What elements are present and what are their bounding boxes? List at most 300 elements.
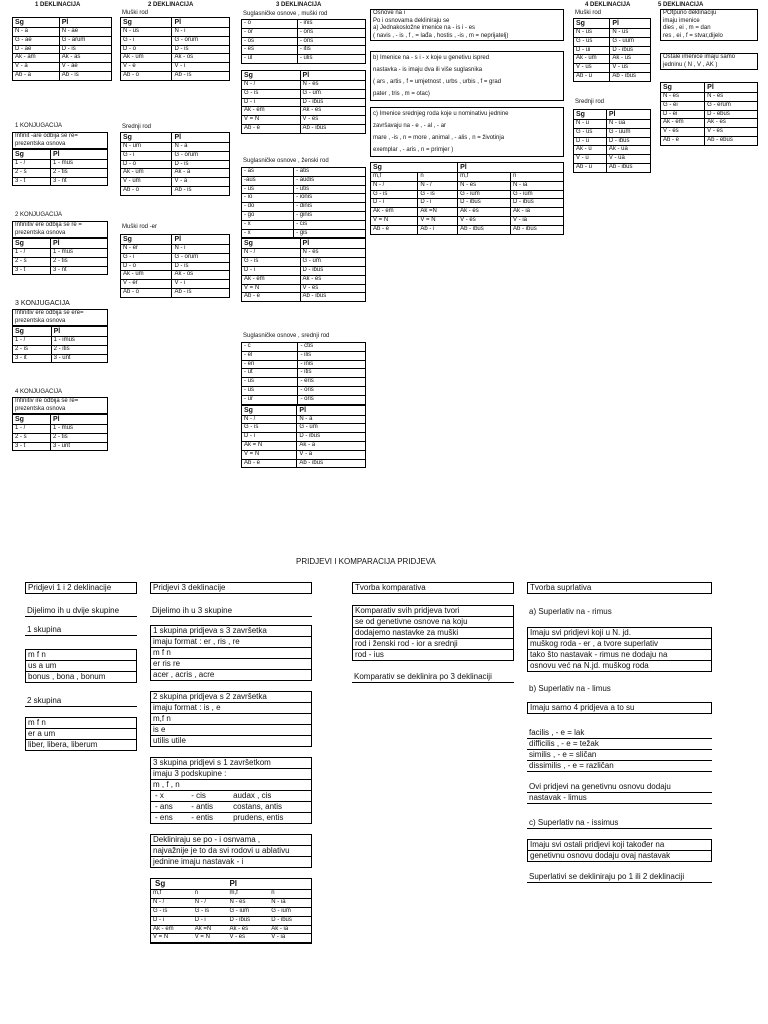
d4-n-rows <box>574 120 651 173</box>
note-line: res , ei , f = stvar,dijelo <box>663 32 723 39</box>
table-cell: N - / <box>242 81 301 90</box>
table-cell: G - us <box>574 37 610 46</box>
table-row <box>121 28 230 37</box>
rimus-box <box>527 627 712 672</box>
d3-f-rows <box>242 249 366 302</box>
subtitle: a) Superlativ na - rimus <box>529 607 612 616</box>
table-cell: N - es <box>661 93 705 102</box>
d4-title: 4 DEKLINACIJA <box>585 2 631 8</box>
table-cell: Ak - em <box>242 275 301 284</box>
table-cell: 1 - / <box>13 425 51 434</box>
table-row <box>242 395 366 404</box>
note-line: c) Imenice srednjeg roda koje u nominativu jednine <box>373 111 509 117</box>
table-cell: Ak - em <box>151 925 193 934</box>
head-sg: Sg <box>13 18 60 28</box>
table-row <box>242 343 366 352</box>
k1-desc <box>12 132 108 149</box>
table-row <box>121 151 230 160</box>
table-cell: D - ibus <box>269 916 311 925</box>
sub-head: m,f <box>151 890 193 899</box>
table-row <box>661 93 758 102</box>
table-cell: Ak - os <box>172 271 230 280</box>
table-row <box>661 137 758 146</box>
table-cell: V - es <box>705 128 758 137</box>
table-row <box>661 128 758 137</box>
head-pl: Pl <box>51 327 107 337</box>
table-cell: V = N <box>418 217 458 226</box>
table-row <box>242 275 366 284</box>
table-cell: Ak - u <box>574 146 607 155</box>
head-sg: Sg <box>242 239 301 249</box>
table-cell: - atis <box>294 168 366 177</box>
table-cell: Ab - e <box>371 225 418 234</box>
table-cell: Ak - es <box>300 275 365 284</box>
table-row <box>574 155 651 164</box>
group-1 <box>150 625 312 681</box>
intro-text: Dijelimo ih u dvije skupine <box>25 606 137 617</box>
table-cell: Ak - um <box>121 271 172 280</box>
comparative-note: Komparativ se deklinira po 3 deklinaciji <box>352 672 514 683</box>
note-line: rod i ženski rod - ior a srednji <box>353 639 513 650</box>
table-row <box>242 424 366 433</box>
table-row <box>242 249 366 258</box>
table-row <box>121 143 230 152</box>
desc-line: Infinitiv ire odbija se re= <box>15 398 79 404</box>
table-cell: N - um <box>121 143 172 152</box>
table-cell: N - es <box>227 899 269 908</box>
table-cell: G - i <box>121 253 172 262</box>
table-cell: G - orum <box>172 36 230 45</box>
table-cell: Ab - ibus <box>300 293 365 302</box>
table-cell: D - i <box>193 916 228 925</box>
col-adj-12 <box>25 582 137 751</box>
note-line: exemplar , - aris , n = primjer ) <box>373 147 454 153</box>
k3-rows <box>13 337 108 363</box>
table-cell: Ak - es <box>300 107 365 116</box>
d3-title: 3 DEKLINACIJA <box>276 2 322 8</box>
table-cell: N - / <box>242 415 297 424</box>
table-row <box>121 169 230 178</box>
table-cell: G - um <box>300 258 365 267</box>
note-line: imaju imenice <box>663 17 700 24</box>
d2-n-table <box>120 132 230 196</box>
note-line: jednine imaju nastavak - i <box>153 857 244 866</box>
table-cell: - as <box>242 168 294 177</box>
col-title: Tvorba suprlativa <box>527 582 712 594</box>
group-line: m f n <box>151 648 311 659</box>
table-cell: 3 - t <box>13 442 51 451</box>
group-line: is e <box>151 725 311 736</box>
table-row <box>13 433 108 442</box>
table-row <box>121 54 230 63</box>
note-line: Dekliniraju se po - i osnvama , <box>151 835 311 846</box>
table-cell: - en <box>242 360 298 369</box>
head-pl: Pl <box>705 83 758 93</box>
table-cell: N - i <box>172 28 230 37</box>
head-sg: Sg <box>574 110 607 120</box>
table-row <box>242 267 366 276</box>
table-cell: -aus <box>242 176 294 185</box>
table-cell: G - is <box>242 424 297 433</box>
table-cell: 3 - t <box>13 177 51 186</box>
table-cell: V - es <box>458 217 511 226</box>
d3-f-pairs <box>241 167 366 238</box>
table-cell: 2 - s <box>13 433 51 442</box>
head-pl: Pl <box>458 163 564 173</box>
table-cell: V - i <box>172 280 230 289</box>
table-cell: N - / <box>418 181 458 190</box>
col-title: Pridjevi 3 deklinacije <box>150 582 312 594</box>
table-row <box>121 63 230 72</box>
table-cell: D - ibus <box>227 916 269 925</box>
table-cell: - antis <box>187 802 229 813</box>
table-row <box>242 284 366 293</box>
d3-m-rows <box>242 81 366 134</box>
table-row <box>371 181 564 190</box>
table-row <box>661 110 758 119</box>
table-cell: G - uum <box>606 128 650 137</box>
table-cell: 3 - nt <box>50 266 107 275</box>
table-cell: D - u <box>574 137 607 146</box>
table-cell: D - i <box>151 916 193 925</box>
table-row <box>242 46 366 55</box>
table-cell: 1 - / <box>13 249 51 258</box>
table-cell: V - us <box>574 64 610 73</box>
table-cell: D - i <box>418 199 458 208</box>
table-row <box>13 177 108 186</box>
desc-line: prezentska osnova <box>15 140 66 147</box>
d5-title: 5 DEKLINACIJA <box>658 2 704 8</box>
table-cell: Ab - u <box>574 73 610 82</box>
table-cell: 1 - / <box>13 337 52 346</box>
table-cell: - ionis <box>294 194 366 203</box>
table-cell: N - ia <box>511 181 564 190</box>
table-cell: G - i <box>121 36 172 45</box>
table-cell: 2 - itis <box>51 345 107 354</box>
table-cell: Ak - as <box>59 54 111 63</box>
table-cell: G - ium <box>227 907 269 916</box>
table-cell: G - arum <box>59 36 111 45</box>
table-cell: Ab - ibus <box>606 164 650 173</box>
k4-title: 4 KONJUGACIJA <box>15 389 63 395</box>
table-cell: Ak - es <box>227 925 269 934</box>
table-row <box>242 415 366 424</box>
table-cell: G - is <box>151 907 193 916</box>
table-cell: 2 - s <box>13 257 51 266</box>
table-cell: Ak - um <box>121 54 172 63</box>
col-comparative <box>352 582 514 683</box>
table-cell: N - ia <box>269 899 311 908</box>
d3-n-rows <box>242 415 366 468</box>
table-row <box>574 46 651 55</box>
table-row: m f n <box>26 718 136 729</box>
table-cell: V - a <box>13 63 60 72</box>
part2-title: PRIDJEVI I KOMPARACIJA PRIDJEVA <box>296 557 436 566</box>
table-row <box>242 185 366 194</box>
table-cell: Ak - em <box>661 119 705 128</box>
table-cell: D - is <box>172 262 230 271</box>
table-cell: N - a <box>297 415 366 424</box>
table-cell: Ab - o <box>121 289 172 298</box>
note-line: ( ars , artis , f = umjetnost , urbs , urbis , f = grad <box>373 79 502 85</box>
table-cell: Ak =N <box>193 925 228 934</box>
table-cell: G - um <box>300 89 365 98</box>
d3-n-label: Suglasničke osnove , srednji rod <box>243 333 330 339</box>
table-cell: - entis <box>191 813 214 822</box>
note-line: Po i osnovama dekliniraju se <box>373 17 450 24</box>
group-title: 2 skupina <box>25 696 137 707</box>
table-cell: - eris <box>298 378 366 387</box>
note-line: dodajemo nastavke za muški <box>353 628 513 639</box>
d3-f-label: Suglasničke osnove , ženski rod <box>243 158 329 164</box>
table-cell: V - es <box>300 116 365 125</box>
issimus-box <box>527 839 712 862</box>
table-cell: V - e <box>121 63 172 72</box>
table-row <box>242 116 366 125</box>
table-cell: - cis <box>187 791 229 802</box>
table-cell: Ak - am <box>13 54 60 63</box>
table-cell: 1 - mus <box>50 160 107 169</box>
desc-line: Infinitiv ere odbija se ere= <box>15 310 84 316</box>
table-row <box>242 194 366 203</box>
desc-line: Infinit -are odbija se re= <box>15 133 78 139</box>
table-cell: Ab - ibus <box>297 459 366 468</box>
table-cell: - go <box>242 211 294 220</box>
table-row <box>242 20 366 29</box>
table-cell: V = N <box>242 450 297 459</box>
head-pl: Pl <box>172 18 230 28</box>
d2-er-label: Muški rod -er <box>122 224 158 230</box>
vowel-box-a <box>370 9 564 41</box>
table-cell: V - er <box>121 280 172 289</box>
table-row <box>151 907 311 916</box>
table-cell: 3 - it <box>13 354 52 363</box>
table-cell: G - erum <box>705 101 758 110</box>
vowel-table <box>370 162 564 235</box>
table-cell: G - ae <box>13 36 60 45</box>
table-cell: Ab - is <box>172 72 230 81</box>
table-cell: D - ae <box>13 45 60 54</box>
d3-m-label: Suglasničke osnove , muški rod <box>243 11 328 17</box>
table-row <box>242 229 366 238</box>
head-pl: Pl <box>300 70 365 80</box>
table-row <box>574 120 651 129</box>
k4-table <box>12 414 108 451</box>
table-row <box>574 29 651 38</box>
table-cell: V - us <box>610 64 651 73</box>
table-cell: Ak - es <box>458 208 511 217</box>
table-cell: D - ibus <box>300 267 365 276</box>
table-cell: N - us <box>121 28 172 37</box>
d3-m-table <box>241 70 366 134</box>
group-line: 3 skupina pridjevi s 1 završetkom <box>151 758 311 769</box>
head-pl: Pl <box>172 235 230 245</box>
table-cell: G - is <box>371 190 418 199</box>
table-cell: G - um <box>297 424 366 433</box>
table-cell: - os <box>242 37 298 46</box>
table-row <box>574 55 651 64</box>
table-row <box>121 187 230 196</box>
k1-title: 1 KONJUGACIJA <box>15 123 63 129</box>
note-line: nastavka - is imaju dva ili više suglasnika <box>373 67 483 73</box>
table-cell: - inis <box>298 360 366 369</box>
d1-table <box>12 17 112 81</box>
table-cell: 1 - / <box>13 160 51 169</box>
table-row <box>371 208 564 217</box>
table-cell: - or <box>242 28 298 37</box>
group-line: imaju format : is , e <box>151 703 311 714</box>
table-row <box>574 146 651 155</box>
table-cell: G - is <box>193 907 228 916</box>
table-cell: G - ium <box>458 190 511 199</box>
table-cell: 2 - s <box>13 168 51 177</box>
table-row <box>13 266 108 275</box>
table-cell: D - ibus <box>458 199 511 208</box>
table-cell: - ens <box>155 813 173 822</box>
table-row <box>151 934 311 943</box>
d4-n-table <box>573 109 651 173</box>
table-cell: 1 - mus <box>50 249 107 258</box>
table-cell: Ak - a <box>172 169 230 178</box>
d2-title: 2 DEKLINACIJA <box>148 2 194 8</box>
head-sg: Sg <box>13 415 51 425</box>
table-cell: Ab - a <box>13 72 60 81</box>
table-cell: 3 - unt <box>51 354 107 363</box>
table-cell: - utis <box>294 185 366 194</box>
note-line: muškog roda - er , a tvore superlativ <box>528 639 711 650</box>
table-cell: N - a <box>13 28 60 37</box>
d5-table <box>660 82 758 146</box>
sub-head: m,f <box>227 890 269 899</box>
table-cell: N - / <box>242 249 301 258</box>
table-row <box>574 64 651 73</box>
d5-rows <box>661 93 758 146</box>
table-row <box>242 220 366 229</box>
note-line: dies , ei , m = dan <box>663 25 711 31</box>
group-3-table <box>151 791 311 823</box>
table-row: us a um <box>26 661 136 672</box>
table-cell: Ab - ibus <box>610 73 651 82</box>
table-cell: Ab - ebus <box>705 137 758 146</box>
table-row <box>242 351 366 360</box>
col-superlative <box>527 582 712 883</box>
table-cell: G - ium <box>269 907 311 916</box>
table-row <box>13 337 108 346</box>
head-pl: Pl <box>227 879 311 890</box>
d4-m-rows <box>574 29 651 82</box>
k2-desc <box>12 221 108 238</box>
table-cell: Ab - e <box>242 293 301 302</box>
table-row <box>242 459 366 468</box>
k4-desc <box>12 397 108 414</box>
table-row <box>661 101 758 110</box>
table-cell: 3 - nt <box>50 177 107 186</box>
note-line: pater , tris , m = otac) <box>373 91 430 97</box>
table-row <box>13 354 108 363</box>
group-line: 1 skupina pridjeva s 3 završetka <box>151 626 311 637</box>
note-line: završavaju na - e , - al , - ar <box>373 123 447 129</box>
k3-desc <box>12 309 108 326</box>
table-cell: Ak - a <box>297 442 366 451</box>
note-line: Ovi pridjevi na genetivnu osnovu dodaju <box>527 782 712 793</box>
table-cell: Ab - ibus <box>300 125 365 134</box>
d2-m-table <box>120 17 230 81</box>
table-cell: Ab - u <box>574 164 607 173</box>
note-line: nastavak - limus <box>527 793 712 804</box>
table-cell: V - i <box>172 63 230 72</box>
col-title: Tvorba komparativa <box>352 582 514 594</box>
k2-table <box>12 238 108 275</box>
d5-box-full <box>660 9 758 41</box>
note-line: jedninu ( N , V , AK ) <box>663 61 718 68</box>
table-cell: D - o <box>121 45 172 54</box>
table-cell: V - ia <box>269 934 311 943</box>
table-cell: Ak - um <box>121 169 172 178</box>
table-cell: - us <box>242 378 298 387</box>
table-cell: N - / <box>151 899 193 908</box>
table-cell: V - u <box>574 155 607 164</box>
table-row: bonus , bona , bonum <box>28 672 106 681</box>
d3-m-pairs <box>241 19 366 64</box>
table-cell: N - i <box>172 245 230 254</box>
table-cell: D - i <box>242 98 301 107</box>
table-row <box>242 98 366 107</box>
table-row <box>121 245 230 254</box>
table-row <box>121 45 230 54</box>
table-cell: costans, antis <box>229 802 311 813</box>
table-cell: 2 - is <box>13 345 52 354</box>
table-row <box>242 203 366 212</box>
table-row <box>242 168 366 177</box>
head-pl: Pl <box>610 19 651 29</box>
table-row <box>242 89 366 98</box>
table-cell: - ul <box>242 55 298 64</box>
deklination-note <box>150 834 312 868</box>
table-cell: D - ibus <box>297 433 366 442</box>
group-line: acer , acris , acre <box>153 670 215 679</box>
note-line: genetivnu osnovu dodaju ovaj nastavak <box>530 851 671 860</box>
table-cell: Ak - em <box>371 208 418 217</box>
head-sg: Sg <box>121 133 172 143</box>
table-row <box>242 258 366 267</box>
d2-n-label: Srednji rod <box>122 124 152 130</box>
table-cell: - do <box>242 203 294 212</box>
table-row <box>151 916 311 925</box>
k4-rows <box>13 425 108 451</box>
table-cell: Ak - os <box>172 54 230 63</box>
table-cell: 2 - tis <box>50 168 107 177</box>
d1-table-wrap <box>12 17 112 81</box>
head-sg: Sg <box>13 327 52 337</box>
desc-line: prezentska osnova <box>15 229 66 236</box>
table-cell: G - ium <box>511 190 564 199</box>
table-cell: D - ei <box>661 110 705 119</box>
table-cell: - ulis <box>297 55 365 64</box>
table-row <box>13 168 108 177</box>
note-line: osnovu već na N.jd. muškog roda <box>530 661 649 670</box>
sub-head: n <box>418 173 458 182</box>
head-pl: Pl <box>300 239 365 249</box>
table-cell: V - um <box>121 178 172 187</box>
table-cell: D - o <box>121 160 172 169</box>
table-row <box>13 28 112 37</box>
table-row <box>13 442 108 451</box>
note-line: a) Jednakosložne imenice na - is i - es <box>373 25 476 31</box>
table-row <box>242 433 366 442</box>
d1-rows <box>13 28 112 81</box>
table-cell: V - es <box>661 128 705 137</box>
table-cell: N - us <box>574 29 610 38</box>
